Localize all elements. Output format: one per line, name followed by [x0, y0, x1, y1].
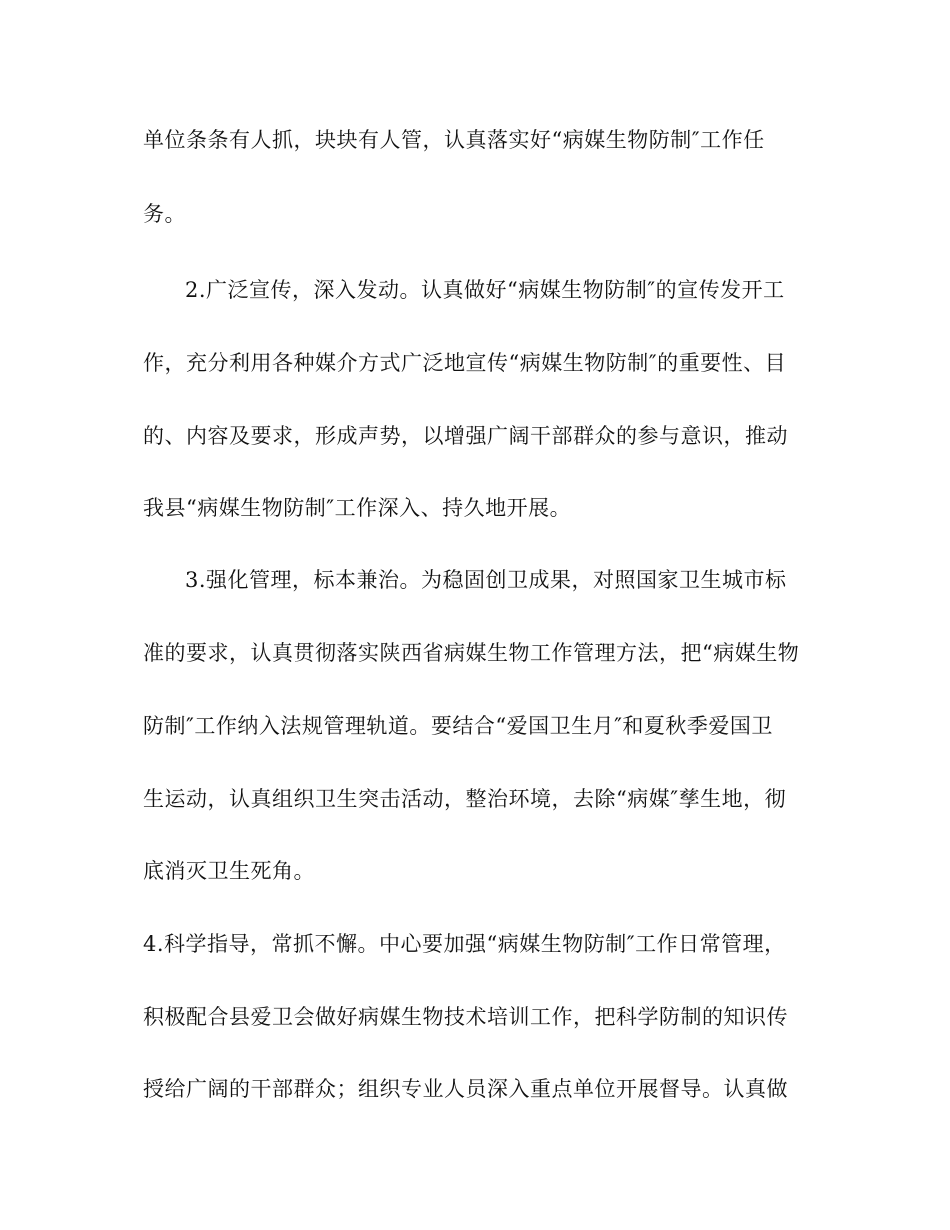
text-line: 积极配合县爱卫会做好病媒生物技术培训工作，把科学防制的知识传: [143, 1005, 788, 1029]
text-line: 我县“病媒生物防制″工作深入、持久地开展。: [143, 496, 572, 520]
text-line: 底消灭卫生死角。: [143, 859, 315, 883]
text-line: 单位条条有人抓，块块有人管，认真落实好“病媒生物防制″工作任: [143, 128, 765, 152]
text-line: 的、内容及要求，形成声势，以增强广阔干部群众的参与意识，推动: [143, 424, 788, 448]
text-line: 作，充分利用各种媒介方式广泛地宣传“病媒生物防制″的重要性、目: [143, 351, 787, 375]
text-line: 防制″工作纳入法规管理轨道。要结合“爱国卫生月″和夏秋季爱国卫: [143, 714, 773, 738]
paragraph-4-start: 4.科学指导，常抓不懈。中心要加强“病媒生物防制″工作日常管理，: [143, 932, 786, 956]
paragraph-2-start: 2.广泛宣传，深入发动。认真做好“病媒生物防制″的宣传发开工: [185, 278, 785, 302]
text-line: 务。: [143, 202, 186, 226]
text-line: 授给广阔的干部群众；组织专业人员深入重点单位开展督导。认真做: [143, 1077, 788, 1101]
paragraph-3-start: 3.强化管理，标本兼治。为稳固创卫成果，对照国家卫生城市标: [185, 568, 787, 592]
text-line: 准的要求，认真贯彻落实陕西省病媒生物工作管理方法，把“病媒生物: [143, 641, 800, 665]
text-line: 生运动，认真组织卫生突击活动，整治环境，去除“病媒″孳生地，彻: [143, 787, 787, 811]
